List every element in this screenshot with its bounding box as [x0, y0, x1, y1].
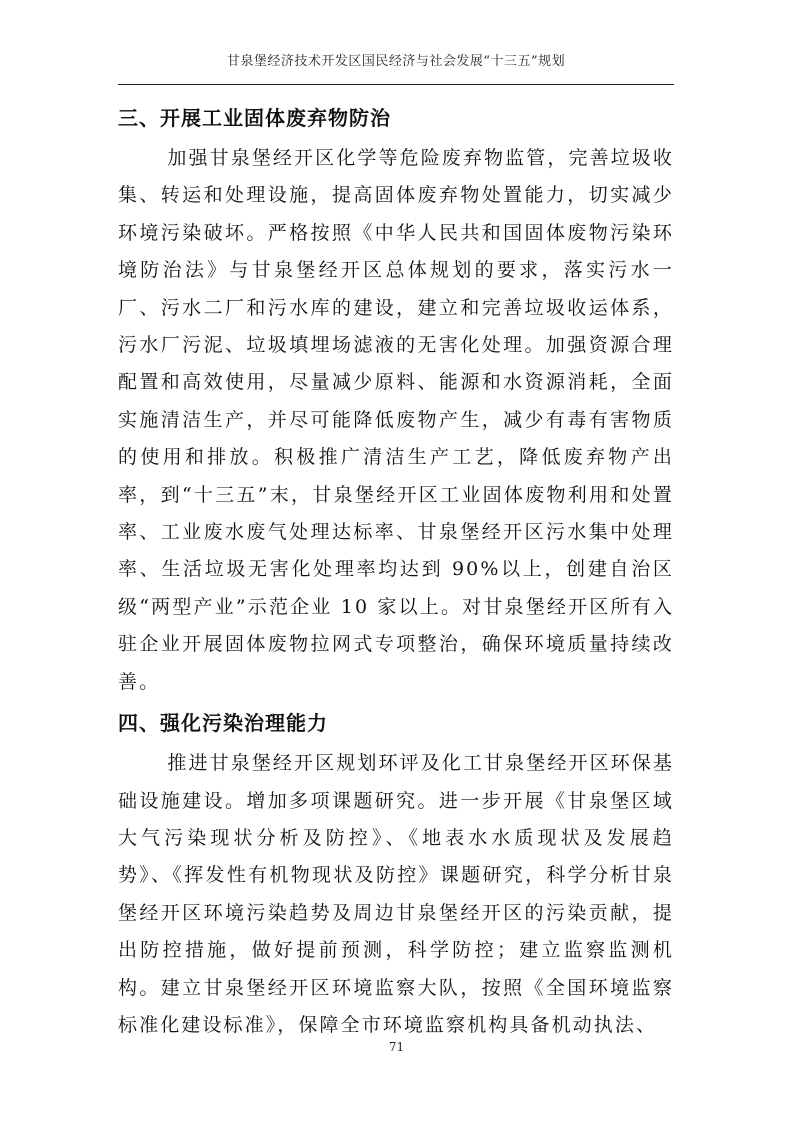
- running-header: 甘泉堡经济技术开发区国民经济与社会发展“十三五”规划: [226, 54, 566, 69]
- section-3-paragraph: 加强甘泉堡经开区化学等危险废弃物监管，完善垃圾收集、转运和处理设施，提高固体废弃物处置能力，切实减少环境污染破坏。严格按照《中华人民共和国固体废物污染环境防治法》与甘泉堡经开区总体规划的要求，落实污水一厂、污水二厂和污水库的建设，建立和完善垃圾收运体系，污水厂污泥、垃圾填埋场滤液的无害化处理。加强资源合理配置和高效使用，尽量减少原料、能源和水资源消耗，全面实施清洁生产，并尽可能降低废物产生，减少有毒有害物质的使用和排放。积极推广清洁生产工艺，降低废弃物产出率，到“十三五”末，甘泉堡经开区工业固体废物利用和处置率、工业废水废气处理达标率、甘泉堡经开区污水集中处理率、生活垃圾无害化处理率均达到 90%以上，创建自治区级“两型产业”示范企业 10 家以上。对甘泉堡经开区所有入驻企业开展固体废物拉网式专项整治，确保环境质量持续改善。: [118, 147, 674, 693]
- header-divider: [118, 84, 674, 85]
- section-4-paragraph: 推进甘泉堡经开区规划环评及化工甘泉堡经开区环保基础设施建设。增加多项课题研究。进一步开展《甘泉堡区域大气污染现状分析及防控》、《地表水水质现状及发展趋势》、《挥发性有机物现状及防控》课题研究，科学分析甘泉堡经开区环境污染趋势及周边甘泉堡经开区的污染贡献，提出防控措施，做好提前预测，科学防控；建立监察监测机构。建立甘泉堡经开区环境监察大队，按照《全国环境监察标准化建设标准》，保障全市环境监察机构具备机动执法、: [118, 752, 674, 1036]
- page-number: 71: [388, 1040, 405, 1054]
- section-heading-4: 四、强化污染治理能力: [118, 711, 328, 736]
- section-heading-3: 三、开展工业固体废弃物防治: [118, 106, 391, 130]
- page-body: [118, 96, 674, 1044]
